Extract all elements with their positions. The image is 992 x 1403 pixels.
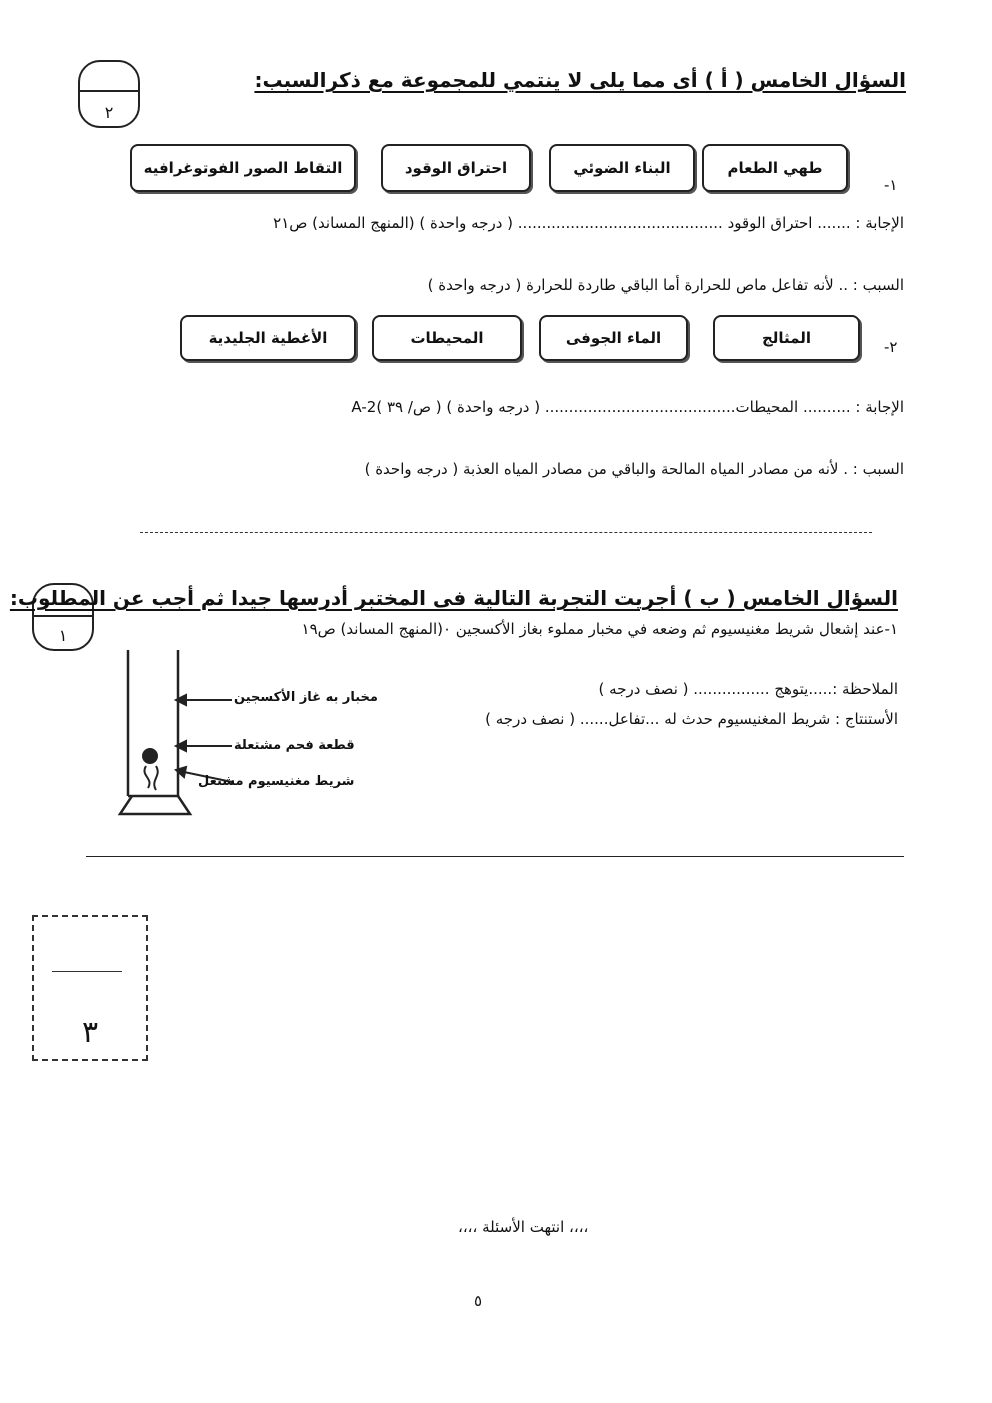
option-box: البناء الضوئي [549,144,695,192]
option-box: المثالج [713,315,860,361]
separator-solid [86,856,904,857]
total-score-box [32,915,148,1061]
page-number: ٥ [474,1292,483,1310]
option-box: التقاط الصور الفوتوغرافيه [130,144,356,192]
conclusion-line: الأستنتاج : شريط المغنيسيوم حدث له ...تفاعل...... ( نصف درجه ) [485,710,898,728]
option-box: احتراق الوقود [381,144,531,192]
label-cylinder: مخبار به غاز الأكسجين [234,690,378,705]
question-5b-title: السؤال الخامس ( ب ) أجريت التجربة التالية فى المختبر أدرسها جيدا ثم أجب عن المطلوب: [9,586,898,610]
blank-line [52,971,122,972]
experiment-line: ١-عند إشعال شريط مغنيسيوم ثم وضعه في مخبار مملوء بغاز الأكسجين ٠(المنهج المساند) ص١٩ [301,620,898,638]
answer-line: الإجابة : .......... المحيطات........................................ ( درجه واحدة ) ( ص/ ٣٩ )A-2 [351,398,904,416]
burning-charcoal [142,748,158,764]
label-ribbon: شريط مغنيسيوم مشتعل [198,774,355,789]
reason-line: السبب : . لأنه من مصادر المياه المالحة والباقي من مصادر المياه العذبة ( درجه واحدة ) [364,460,904,478]
score-value: ١ [58,626,68,645]
label-charcoal: قطعة فحم مشتعلة [234,738,355,753]
question-5a-title: السؤال الخامس ( أ ) أى مما يلى لا ينتمي للمجموعة مع ذكرالسبب: [254,68,906,92]
magnesium-ribbon [144,766,149,788]
option-box: الأغطية الجليدية [180,315,356,361]
option-box: المحيطات [372,315,522,361]
option-box: طهي الطعام [702,144,848,192]
option-box: الماء الجوفى [539,315,688,361]
answer-line: الإجابة : ....... احتراق الوقود ........................................... ( درجه واحدة ) (المنهج المساند) ص٢١ [273,214,904,232]
score-value: ٢ [104,103,114,122]
observation-line: الملاحظة :.....يتوهج ................ ( نصف درجه ) [598,680,898,698]
total-score-value: ٣ [81,1015,99,1050]
score-box-q5a [78,60,140,128]
item-number: -٢ [884,338,898,356]
separator-dashed [140,532,872,533]
end-text: ،،،، انتهت الأسئلة ،،،، [458,1218,589,1236]
item-number: -١ [884,176,898,194]
reason-line: السبب : .. لأنه تفاعل ماص للحرارة أما الباقي طاردة للحرارة ( درجه واحدة ) [427,276,904,294]
magnesium-ribbon [154,766,157,790]
